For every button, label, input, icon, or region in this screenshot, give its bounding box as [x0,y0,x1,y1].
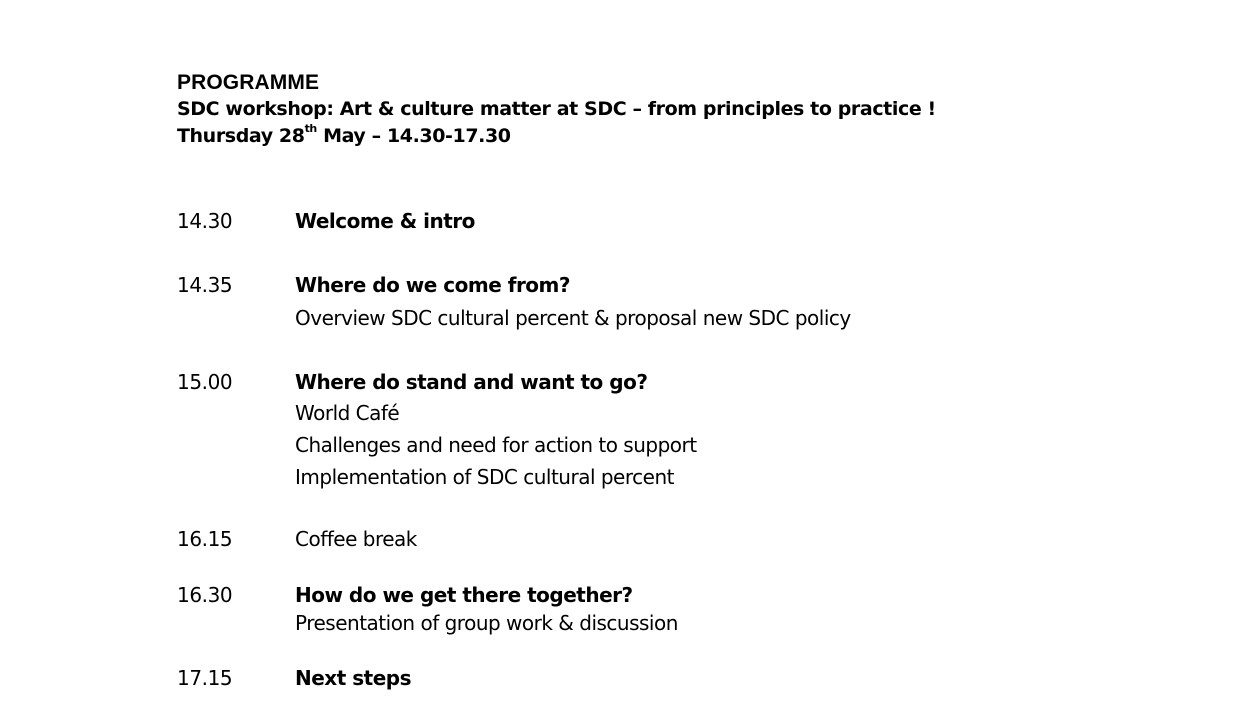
agenda-line: Coffee break [295,527,417,551]
agenda-line: Overview SDC cultural percent & proposal new SDC policy [295,306,851,330]
workshop-date [177,123,936,150]
agenda-time: 14.30 [177,209,233,233]
agenda-line: Challenges and need for action to support [295,433,697,457]
date-suffix: May – 14.30-17.30 [316,125,511,147]
agenda-title: Where do we come from? [295,273,570,297]
workshop-subtitle: SDC workshop: Art & culture matter at SDC – from principles to practice ! [177,98,936,120]
agenda-line: Presentation of group work & discussion [295,611,678,635]
date-prefix: Thursday 28 [177,125,305,147]
agenda-body [295,524,417,554]
agenda-body [295,367,697,493]
programme-header [177,70,936,150]
agenda-body [295,663,411,693]
agenda-title: How do we get there together? [295,583,633,607]
agenda-time: 15.00 [177,370,233,394]
agenda-time: 16.15 [177,527,233,551]
agenda-body [295,206,475,236]
programme-title: PROGRAMME [177,71,320,94]
agenda-title: Next steps [295,666,411,690]
agenda-body [295,270,851,334]
agenda-body [295,580,678,636]
agenda-line: Implementation of SDC cultural percent [295,465,674,489]
agenda-time: 14.35 [177,273,233,297]
agenda-time: 17.15 [177,666,233,690]
agenda-title: Welcome & intro [295,209,475,233]
agenda-time: 16.30 [177,583,233,607]
agenda-line: World Café [295,401,400,425]
agenda-title: Where do stand and want to go? [295,370,648,394]
date-ordinal: th [304,121,317,135]
